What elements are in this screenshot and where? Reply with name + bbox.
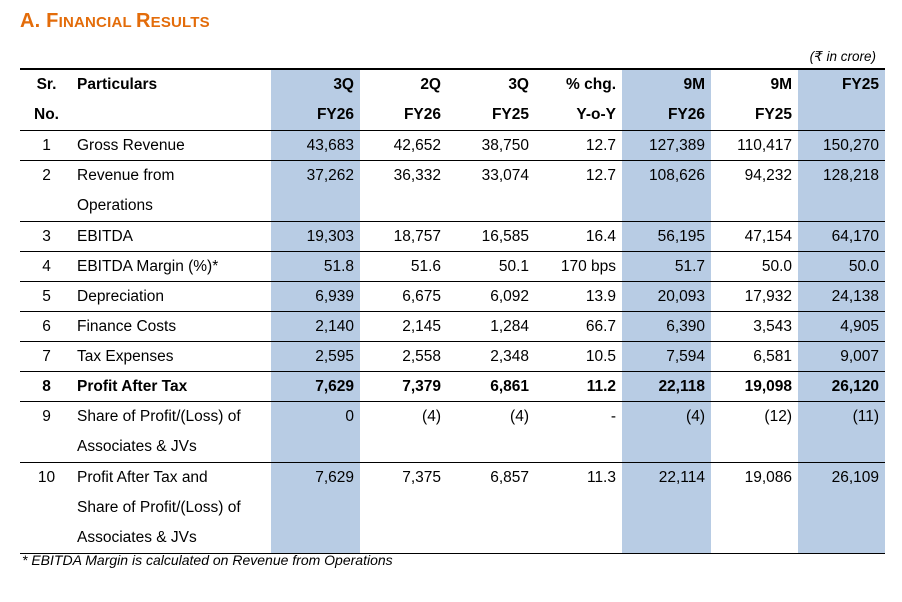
value-cell: 94,232 xyxy=(711,161,798,222)
value-cell: 6,092 xyxy=(447,282,535,312)
value-cell: 16.4 xyxy=(535,222,622,252)
value-cell: 3,543 xyxy=(711,312,798,342)
value-cell: 18,757 xyxy=(360,222,447,252)
value-cell: 1,284 xyxy=(447,312,535,342)
value-cell: 19,098 xyxy=(711,372,798,402)
value-cell: 6,939 xyxy=(271,282,360,312)
particulars-header: Particulars xyxy=(73,69,271,100)
value-cell: 7,629 xyxy=(271,372,360,402)
value-cell: 19,303 xyxy=(271,222,360,252)
col-header: Y-o-Y xyxy=(535,100,622,131)
value-cell: 56,195 xyxy=(622,222,711,252)
value-cell: 64,170 xyxy=(798,222,885,252)
value-cell: 6,675 xyxy=(360,282,447,312)
section-title: A. FINANCIAL RESULTS xyxy=(20,10,210,32)
value-cell: 6,581 xyxy=(711,342,798,372)
financial-results-table xyxy=(20,68,885,554)
value-cell: 150,270 xyxy=(798,131,885,161)
value-cell: 2,595 xyxy=(271,342,360,372)
value-cell: 50.0 xyxy=(711,252,798,282)
col-header xyxy=(798,100,885,131)
value-cell: (12) xyxy=(711,402,798,463)
col-header: FY26 xyxy=(360,100,447,131)
value-cell: 170 bps xyxy=(535,252,622,282)
value-cell: 7,375 xyxy=(360,463,447,554)
value-cell: 2,558 xyxy=(360,342,447,372)
label-cell: Depreciation xyxy=(73,282,271,312)
unit-note: (₹ in crore) xyxy=(809,49,876,64)
value-cell: 4,905 xyxy=(798,312,885,342)
value-cell: 13.9 xyxy=(535,282,622,312)
label-cell: Share of Profit/(Loss) of Associates & JVs xyxy=(73,402,271,463)
value-cell: 50.1 xyxy=(447,252,535,282)
value-cell: 110,417 xyxy=(711,131,798,161)
table-row xyxy=(20,252,885,282)
value-cell: 10.5 xyxy=(535,342,622,372)
value-cell: 43,683 xyxy=(271,131,360,161)
sr-cell: 9 xyxy=(20,402,73,463)
value-cell: 37,262 xyxy=(271,161,360,222)
value-cell: 51.6 xyxy=(360,252,447,282)
sr-cell: 6 xyxy=(20,312,73,342)
value-cell: (4) xyxy=(622,402,711,463)
col-header: 3Q xyxy=(447,69,535,100)
table-row-profit-after-tax xyxy=(20,372,885,402)
table-row xyxy=(20,463,885,554)
value-cell: 2,145 xyxy=(360,312,447,342)
value-cell: 66.7 xyxy=(535,312,622,342)
value-cell: 51.8 xyxy=(271,252,360,282)
value-cell: 42,652 xyxy=(360,131,447,161)
value-cell: 33,074 xyxy=(447,161,535,222)
table-row xyxy=(20,402,885,463)
label-cell: Gross Revenue xyxy=(73,131,271,161)
col-header: 3Q xyxy=(271,69,360,100)
table-row xyxy=(20,161,885,222)
label-cell: Profit After Tax and Share of Profit/(Loss) of Associates & JVs xyxy=(73,463,271,554)
value-cell: 26,109 xyxy=(798,463,885,554)
value-cell: 6,390 xyxy=(622,312,711,342)
sr-cell: 10 xyxy=(20,463,73,554)
value-cell: 19,086 xyxy=(711,463,798,554)
value-cell: 108,626 xyxy=(622,161,711,222)
value-cell: 11.2 xyxy=(535,372,622,402)
value-cell: 7,594 xyxy=(622,342,711,372)
value-cell: (11) xyxy=(798,402,885,463)
value-cell: 7,629 xyxy=(271,463,360,554)
label-cell: Tax Expenses xyxy=(73,342,271,372)
table-row xyxy=(20,342,885,372)
col-header: 9M xyxy=(711,69,798,100)
col-header: FY26 xyxy=(622,100,711,131)
label-cell: EBITDA Margin (%)* xyxy=(73,252,271,282)
col-header: % chg. xyxy=(535,69,622,100)
label-cell: Profit After Tax xyxy=(73,372,271,402)
sr-cell: 3 xyxy=(20,222,73,252)
value-cell: 16,585 xyxy=(447,222,535,252)
value-cell: 127,389 xyxy=(622,131,711,161)
value-cell: - xyxy=(535,402,622,463)
value-cell: 47,154 xyxy=(711,222,798,252)
label-cell: EBITDA xyxy=(73,222,271,252)
col-header: FY26 xyxy=(271,100,360,131)
value-cell: 12.7 xyxy=(535,131,622,161)
value-cell: 38,750 xyxy=(447,131,535,161)
value-cell: (4) xyxy=(360,402,447,463)
value-cell: 2,140 xyxy=(271,312,360,342)
value-cell: 11.3 xyxy=(535,463,622,554)
sr-header: No. xyxy=(20,100,73,131)
value-cell: 51.7 xyxy=(622,252,711,282)
col-header: 9M xyxy=(622,69,711,100)
col-header: FY25 xyxy=(798,69,885,100)
particulars-header-blank xyxy=(73,100,271,131)
sr-cell: 7 xyxy=(20,342,73,372)
value-cell: 0 xyxy=(271,402,360,463)
sr-cell: 4 xyxy=(20,252,73,282)
value-cell: 50.0 xyxy=(798,252,885,282)
sr-header: Sr. xyxy=(20,69,73,100)
value-cell: 17,932 xyxy=(711,282,798,312)
value-cell: 6,857 xyxy=(447,463,535,554)
value-cell: 36,332 xyxy=(360,161,447,222)
table-row xyxy=(20,282,885,312)
table-row xyxy=(20,222,885,252)
col-header: 2Q xyxy=(360,69,447,100)
footnote: * EBITDA Margin is calculated on Revenue from Operations xyxy=(22,552,393,568)
value-cell: 9,007 xyxy=(798,342,885,372)
header-row-1 xyxy=(20,69,885,100)
label-cell: Finance Costs xyxy=(73,312,271,342)
sr-cell: 8 xyxy=(20,372,73,402)
table-row xyxy=(20,312,885,342)
value-cell: 2,348 xyxy=(447,342,535,372)
value-cell: (4) xyxy=(447,402,535,463)
col-header: FY25 xyxy=(447,100,535,131)
value-cell: 128,218 xyxy=(798,161,885,222)
sr-cell: 2 xyxy=(20,161,73,222)
value-cell: 6,861 xyxy=(447,372,535,402)
col-header: FY25 xyxy=(711,100,798,131)
value-cell: 20,093 xyxy=(622,282,711,312)
value-cell: 26,120 xyxy=(798,372,885,402)
label-cell: Revenue from Operations xyxy=(73,161,271,222)
value-cell: 22,118 xyxy=(622,372,711,402)
sr-cell: 5 xyxy=(20,282,73,312)
sr-cell: 1 xyxy=(20,131,73,161)
value-cell: 22,114 xyxy=(622,463,711,554)
table-row xyxy=(20,131,885,161)
value-cell: 7,379 xyxy=(360,372,447,402)
value-cell: 24,138 xyxy=(798,282,885,312)
value-cell: 12.7 xyxy=(535,161,622,222)
header-row-2 xyxy=(20,100,885,131)
